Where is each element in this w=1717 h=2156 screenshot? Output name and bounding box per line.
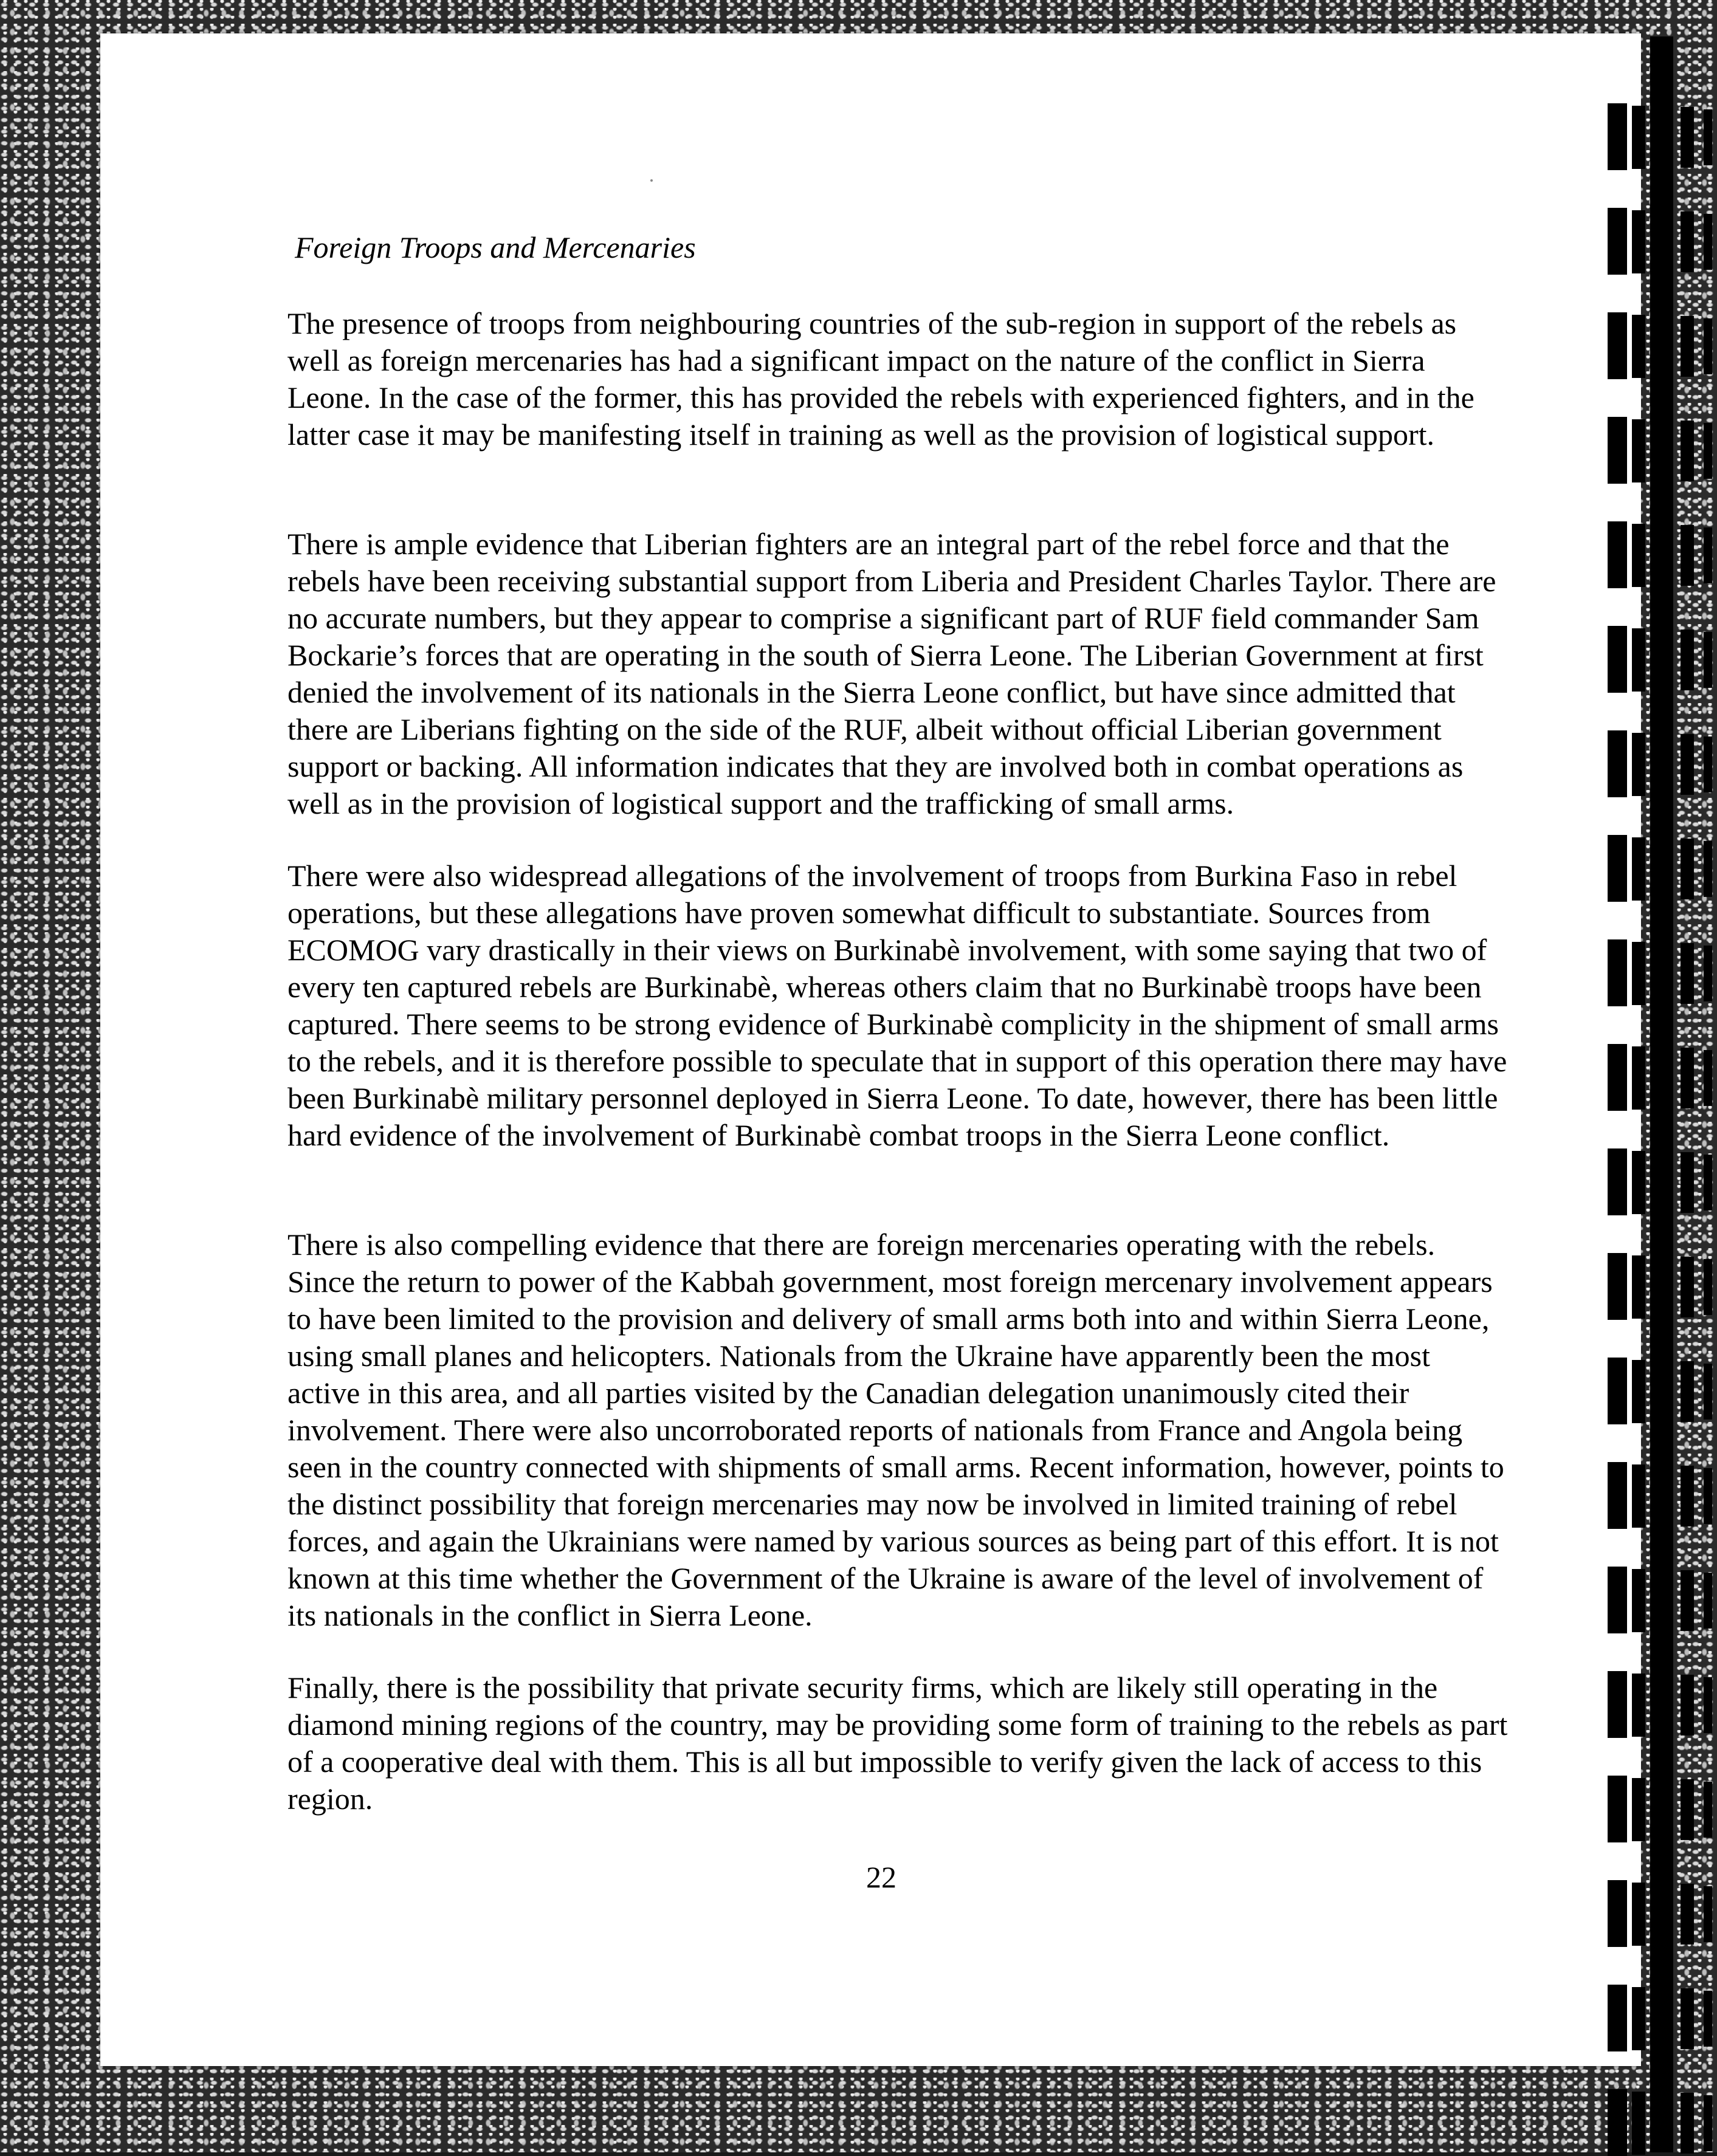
binding-rung [1608,2089,1717,2156]
binding-rung [1608,1358,1717,1424]
binding-rung [1608,730,1717,797]
binding-rung [1608,626,1717,693]
binding-rung [1608,1671,1717,1738]
paragraph-4: There is also compelling evidence that there are foreign mercenaries operating with the rebels. Since the return to power of the Kabbah government, most foreign mercenary involvement appears to have been limited to the provision and delivery of small arms both into and within Sierra Leone, using small planes and helicopters. Nationals from the Ukraine have apparently been the most active in this area, and all parties visited by the Canadian delegation unanimously cited their involvement. There were also uncorroborated reports of nationals from France and Angola being seen in the country connected with shipments of small arms. Recent information, however, points to the distinct possibility that foreign mercenaries may now be involved in limited training of rebel forces, and again the Ukrainians were named by various sources as being part of this effort. It is not known at this time whether the Government of the Ukraine is aware of the level of involvement of its nationals in the conflict in Sierra Leone. [287,1227,1504,1632]
binding-rung [1608,312,1717,379]
paragraph-3: There were also widespread allegations of the involvement of troops from Burkina Faso in rebel operations, but these allegations have proven somewhat difficult to substantiate. Sources from ECOMOG vary drastically in their views on Burkinabè involvement, with some saying that two of every ten captured rebels are Burkinabè, whereas others claim that no Burkinabè troops have been captured. There seems to be strong evidence of Burkinabè complicity in the shipment of small arms to the rebels, and it is therefore possible to speculate that in support of this operation there may have been Burkinabè military personnel deployed in Sierra Leone. To date, however, there has been little hard evidence of the involvement of Burkinabè combat troops in the Sierra Leone conflict. [287,859,1507,1152]
binding-rung [1608,521,1717,588]
binding-rung [1608,1985,1717,2051]
binding-rung [1608,939,1717,1006]
paragraph-2: There is ample evidence that Liberian fighters are an integral part of the rebel force and that the rebels have been receiving substantial support from Liberia and President Charles Taylor. There are no accurate numbers, but they appear to comprise a significant part of RUF field commander Sam Bockarie’s forces that are operating in the south of Sierra Leone. The Liberian Government at first denied the involvement of its nationals in the Sierra Leone conflict, but have since admitted that there are Liberians fighting on the side of the RUF, albeit without official Liberian government support or backing. All information indicates that they are involved both in combat operations as well as in the provision of logistical support and the trafficking of small arms. [287,527,1496,820]
binding-rung [1608,103,1717,170]
binding-rung [1608,1462,1717,1529]
binding-rung [1608,208,1717,275]
spiral-binding [1608,36,1717,2152]
binding-rung [1608,1148,1717,1215]
binding-rung [1608,1880,1717,1947]
binding-rung [1608,835,1717,902]
section-heading: Foreign Troops and Mercenaries [295,230,696,264]
binding-rung [1608,1253,1717,1320]
binding-rung [1608,1044,1717,1111]
speck [650,179,653,182]
binding-rung [1608,417,1717,484]
page-number: 22 [866,1860,896,1894]
paragraph-5: Finally, there is the possibility that private security firms, which are likely still operating in the diamond mining regions of the country, may be providing some form of training to the rebels as part of a cooperative deal with them. This is all but impossible to verify given the lack of access to this region. [287,1670,1508,1816]
binding-rung [1608,1567,1717,1633]
paragraph-1: The presence of troops from neighbouring countries of the sub-region in support of the rebels as well as foreign mercenaries has had a significant impact on the nature of the conflict in Sierra Leone. In the case of the former, this has provided the rebels with experienced fighters, and in the latter case it may be manifesting itself in training as well as the provision of logistical support. [287,306,1474,451]
binding-rung [1608,1776,1717,1842]
